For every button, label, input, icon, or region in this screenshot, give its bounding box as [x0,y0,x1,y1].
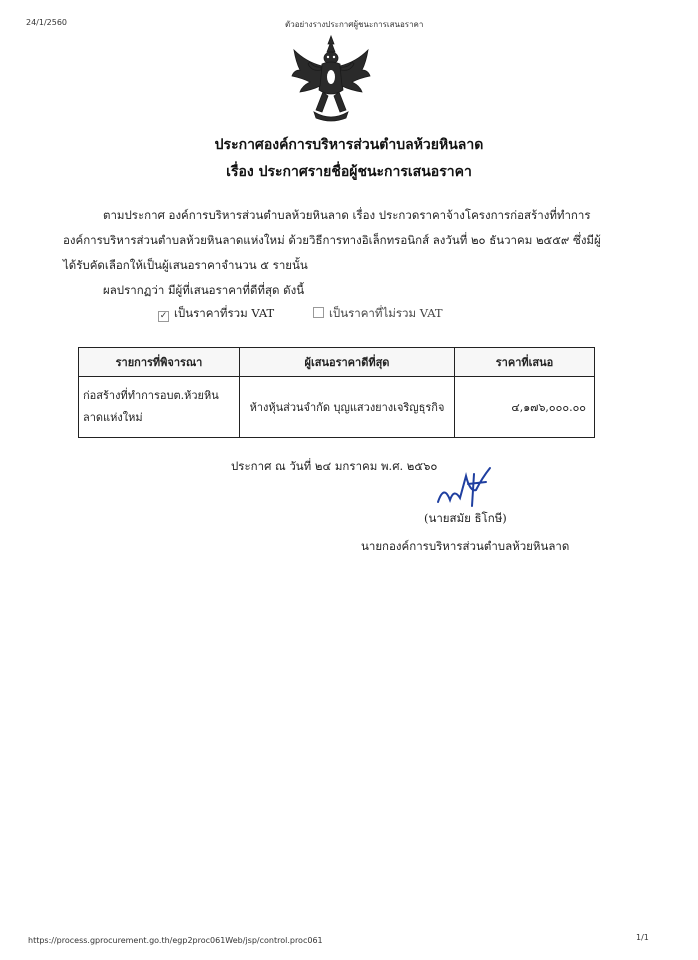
header-vendor: ผู้เสนอราคาดีที่สุด [240,348,455,377]
footer-url: https://process.gprocurement.go.th/egp2proc061Web/jsp/control.proc061 [28,936,323,945]
cell-price: ๔,๑๗๖,๐๐๐.๐๐ [455,377,595,438]
print-header-title: ตัวอย่างรางประกาศผู้ชนะการเสนอราคา [285,20,424,29]
header-price: ราคาที่เสนอ [455,348,595,377]
body-line-1: ตามประกาศ องค์การบริหารส่วนตำบลห้วยหินลาด เรื่อง ประกวดราคาจ้างโครงการก่อสร้างที่ทำการ [103,208,591,222]
table-row [79,377,595,438]
announcement-date: ประกาศ ณ วันที่ ๒๔ มกราคม พ.ศ. ๒๕๖๐ [231,459,438,473]
print-date: 24/1/2560 [26,18,68,27]
signature-icon [430,462,500,510]
cell-vendor: ห้างหุ้นส่วนจำกัด บุญแสวงยางเจริญธุรกิจ [240,377,455,438]
announcement-title: ประกาศองค์การบริหารส่วนตำบลห้วยหินลาด [214,137,484,153]
footer-page-number: 1/1 [636,933,649,942]
signer-position: นายกองค์การบริหารส่วนตำบลห้วยหินลาด [361,539,570,553]
signer-name: (นายสมัย ธิโกษี) [424,511,507,525]
announcement-subject: เรื่อง ประกาศรายชื่อผู้ชนะการเสนอราคา [226,164,472,180]
header-item: รายการที่พิจารณา [79,348,240,377]
checkbox-checked-icon: ✓ [159,311,168,321]
vat-included-label: เป็นราคาที่รวม VAT [174,306,275,320]
body-line-3: ได้รับคัดเลือกให้เป็นผู้เสนอราคาจำนวน ๕ รายนั้น [63,258,308,272]
garuda-emblem-icon [288,32,374,124]
cell-item: ก่อสร้างที่ทำการอบต.ห้วยหินลาดแห่งใหม่ [79,377,240,438]
body-line-4: ผลปรากฏว่า มีผู้ที่เสนอราคาที่ดีที่สุด ดังนี้ [103,283,305,297]
checkbox-empty-icon [313,307,324,318]
table-header-row [79,348,595,377]
vat-excluded-option [313,305,443,323]
vat-included-option [158,305,274,323]
body-line-2: องค์การบริหารส่วนตำบลห้วยหินลาดแห่งใหม่ ด้วยวิธีการทางอิเล็กทรอนิกส์ ลงวันที่ ๒๐ ธันวาคม ๒๕๕๙ ซึ่งมีผู้ [63,233,601,247]
award-table [78,347,595,438]
vat-excluded-label: เป็นราคาที่ไม่รวม VAT [329,306,443,320]
